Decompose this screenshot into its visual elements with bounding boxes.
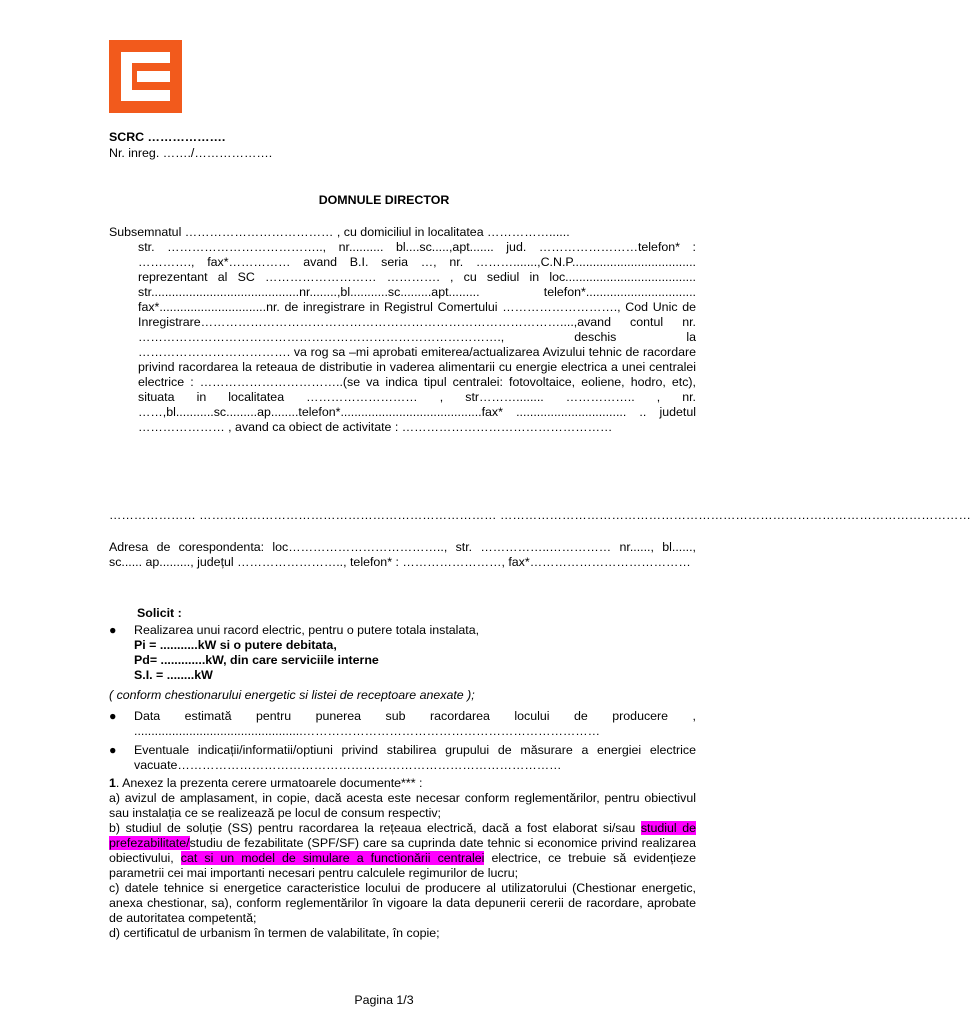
applicant-first-line: Subsemnatul ……………………………… , cu domiciliul in localitatea ……………......	[109, 225, 570, 239]
highlight-prefeasibility: studiul de prefezabilitate/	[109, 821, 697, 850]
annex-b-text: b) studiul de soluție (SS) pentru racordarea la rețeaua electrică, dacă a fost elaborat si/sau	[109, 821, 641, 835]
annex-item-c: c) datele tehnice si energetice caracteristice locului de producere al utilizatorului (Chestionar energetic, anexa chestionar, sa), conform reglementărilor în vigoare la data depunerii cererii de racordare, aprobate de autoritatea competentă;	[109, 881, 696, 925]
dotted-line: ………………… ……………………………………………………………… ……………………………………………………………………………………………………	[109, 508, 971, 522]
logo-stroke	[121, 90, 170, 101]
cez-logo	[109, 40, 182, 113]
logo-stroke	[137, 71, 170, 82]
bullet-text: Data estimată pentru punerea sub racordarea locului de producere , .................................................………………………………………………………………	[134, 709, 696, 738]
annex-number: 1	[109, 776, 116, 790]
highlight-simulation: cat si un model de simulare a functionării centralei	[180, 851, 485, 865]
bullet-text: Realizarea unui racord electric, pentru o putere totala instalata,	[134, 623, 480, 637]
annex-b-text: electrice, ce trebuie să evidențieze parametrii cei mai importanti necesari pentru calculele regimurilor de lucru;	[109, 851, 696, 880]
annex-item-d: d) certificatul de urbanism în termen de valabilitate, în copie;	[109, 926, 440, 940]
annex-b-text: studiu de fezabilitate (SPF/SF) care sa cuprinda date tehnic si economice privind realizarea obiectivului,	[109, 836, 696, 865]
registration-number: Nr. inreg. ……./……………….	[109, 146, 273, 160]
solicit-heading: Solicit :	[137, 606, 182, 620]
bullet-icon: ●	[109, 709, 117, 723]
annex-intro-text: . Anexez la prezenta cerere urmatoarele documente*** :	[115, 776, 423, 790]
document-title: DOMNULE DIRECTOR	[318, 193, 450, 207]
logo-stroke	[121, 52, 170, 63]
power-installed: Pi = ...........kW si o putere debitata,	[134, 638, 337, 652]
annex-documents	[109, 776, 696, 941]
list-item	[109, 709, 696, 739]
list-item	[109, 623, 696, 683]
power-delivered: Pd= .............kW, din care serviciile interne	[134, 653, 379, 667]
page-number: Pagina 1/3	[354, 993, 414, 1007]
bullet-text: Eventuale indicații/informatii/optiuni privind stabilirea grupului de măsurare a energiei electrice vacuate…………………………………………………………………………………	[134, 743, 696, 772]
correspondence-address: Adresa de corespondenta: loc……………………………….., str. ……………..…………… nr......, bl......, sc...... ap........., județul …………………….., telefon* : ……………………, fax*…………………………………	[109, 540, 696, 569]
applicant-paragraph	[109, 225, 696, 435]
bullet-icon: ●	[109, 743, 117, 757]
applicant-details: str. ……………………………….., nr.......... bl....sc.....,apt....... jud. ……………………telefon* : …………., fax*…………… avand B.I. seria …, nr. ……….......,C.N.P.................................... reprezentant al SC ……………………… …………. , cu sediul in loc...................................... str...........................................nr........,bl...........sc.........apt......... telefon*................................ fax*...............................nr. de inregistrare in Registrul Comertului ………………………., Cod Unic de Inregistrare……………………………………………………………………………....,avand contul nr. ……………………………………………………………………………., deschis la ………………………………. va rog sa –mi aprobati emiterea/actualizarea Avizului tehnic de racordare privind racordarea la reteaua de distributie in vaderea alimentarii cu energie electrica a unei centralei electrice : ……………………………..(se va indica tipul centralei: fotovoltaice, eoliene, hodro, etc), situata in localitatea ……………………… , str………........ …………….. , nr. ……,bl...........sc.........ap........telefon*.........................................fax* ................................ .. judetul ………………… , avand ca obiect de activitate : ……………………………………………	[138, 240, 696, 434]
scrc-line: SCRC ……………….	[109, 130, 226, 144]
conform-note: ( conform chestionarului energetic si listei de receptoare anexate );	[109, 688, 475, 702]
internal-services: S.I. = ........kW	[134, 668, 213, 682]
annex-item-b	[109, 821, 696, 881]
list-item	[109, 743, 696, 773]
annex-item-a: a) avizul de amplasament, in copie, dacă acesta este necesar conform reglementărilor, pentru obiectivul sau instalația ce se realizează pe locul de consum respectiv;	[109, 791, 696, 820]
bullet-icon: ●	[109, 623, 117, 637]
annex-intro	[109, 776, 696, 791]
